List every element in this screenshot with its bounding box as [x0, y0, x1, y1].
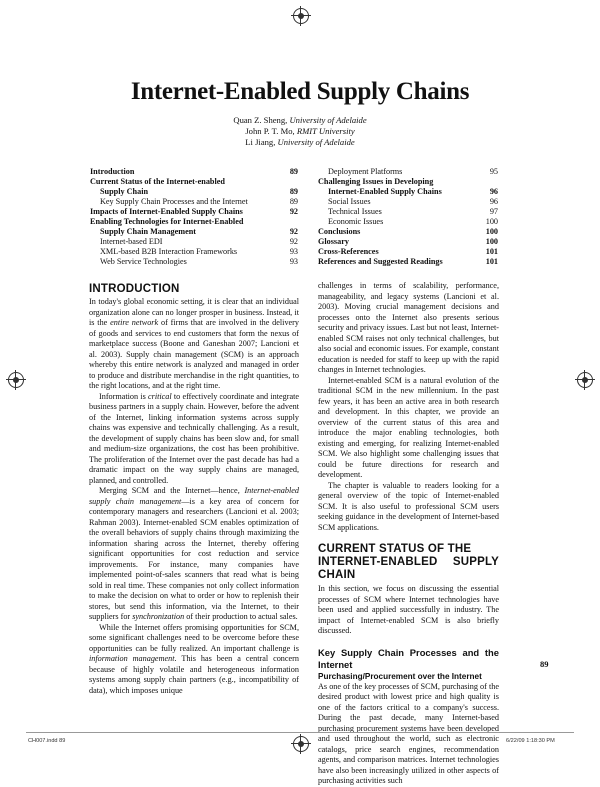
paragraph: While the Internet offers promising opportunities for SCM, some significant challenges need to be overcome before these opportunities can be fully realized. An important challenge is information management. This has been a central concern because of highly volatile and heterogeneous information systems among supply chain partners (e.g., incompatibility of data), which imposes unique	[89, 622, 299, 695]
toc-entry[interactable]: Technical Issues 97	[328, 207, 498, 216]
registration-mark-left	[8, 372, 24, 388]
toc-entry[interactable]: Internet-based EDI 92	[100, 237, 298, 246]
author-line: Li Jiang, University of Adelaide	[245, 137, 355, 147]
paragraph: The chapter is valuable to readers looking for a general overview of the topic of Internet-enabled SCM. It is also useful to professional SCM users seeking guidance in the development of Internet-based SCM applications.	[318, 480, 499, 532]
subsection-heading-key-processes: Key Supply Chain Processes and the Internet	[318, 646, 499, 670]
heading-line: INTERNET-ENABLED SUPPLY CHAIN	[318, 556, 499, 581]
toc-right	[318, 167, 498, 267]
registration-mark-bottom	[293, 736, 309, 752]
toc-entry[interactable]: Impacts of Internet-Enabled Supply Chains 92	[90, 207, 298, 216]
toc-entry[interactable]: Supply Chain 89	[100, 187, 298, 196]
registration-mark-top	[293, 8, 309, 24]
author-line: John P. T. Mo, RMIT University	[245, 126, 355, 136]
toc-entry[interactable]: XML-based B2B Interaction Frameworks 93	[100, 247, 298, 256]
page-number: 89	[540, 659, 549, 669]
author-list	[0, 115, 600, 148]
toc-entry[interactable]: Current Status of the Internet-enabled	[90, 177, 225, 186]
paragraph: Information is critical to effectively coordinate and integrate business partners in a supply chain. However, before the advent of the Internet, linking information systems across supply chains was expensive and technically challenging. As a result, the development of supply chains has been slow and, for small and medium-size organizations, the cost has been prohibitive. The proliferation of the Internet over the past decade has had a dramatic impact on the way supply chains are managed, planned, and controlled.	[89, 391, 299, 485]
toc-entry[interactable]: Enabling Technologies for Internet-Enabled	[90, 217, 244, 226]
toc-left	[90, 167, 298, 267]
paragraph: Merging SCM and the Internet—hence, Internet-enabled supply chain management—is a key area of concern for contemporary managers and researchers (Lancioni et al. 2003; Rahman 2003). Internet-enabled SCM enables optimization of the overall behaviors of supply chains through maximizing the information sharing across the Internet, thereby offering significant opportunities for cost reduction and service improvements. For instance, many companies have implemented point-of-sales scanners that read what is being sold in real time. These companies not only collect information to make the decision on what to order or how to replenish their stores, but send this information, via the Internet, to their suppliers for synchronization of their production to actual sales.	[89, 486, 300, 621]
heading-line: CURRENT STATUS OF THE	[318, 543, 472, 555]
right-column	[318, 281, 499, 787]
author-line: Quan Z. Sheng, University of Adelaide	[233, 115, 367, 125]
left-column	[89, 283, 299, 696]
toc-entry[interactable]: Supply Chain Management 92	[100, 227, 298, 236]
paragraph: challenges in terms of scalability, performance, manageability, and legacy systems (Lancioni et al. 2003). Moving crucial management decisions and processes onto the Internet also presents serious security and privacy issues. Last but not least, Internet-enabled SCM raises not only technical challenges, but also social and economic issues. For example, constant education is needed for staff to keep up with the rapid changes in Internet technologies.	[318, 281, 499, 374]
toc-entry[interactable]: Conclusions 100	[318, 227, 498, 236]
print-slug-left: CH007.indd 89	[28, 738, 66, 744]
toc-entry[interactable]: Social Issues 96	[328, 197, 498, 206]
toc-entry[interactable]: Glossary 100	[318, 237, 498, 246]
section-heading-current-status	[318, 543, 499, 582]
registration-mark-right	[577, 372, 593, 388]
print-slug-right: 6/22/09 1:18:30 PM	[506, 738, 555, 744]
toc-entry[interactable]: Challenging Issues in Developing	[318, 177, 434, 186]
paragraph: Internet-enabled SCM is a natural evolution of the traditional SCM in the new millennium. In the past few years, it has been an active area in both research and development. In this chapter, we provide an overview of the current status of this area and introduce the major enabling technologies, both existing and emerging, for realizing Internet-enabled SCM. We also highlight some challenging issues that could be future directions for research and development.	[318, 375, 499, 479]
toc-entry[interactable]: Introduction 89	[90, 167, 298, 176]
paragraph: In this section, we focus on discussing the essential processes of SCM where Internet technologies have been used and applied successfully in industry. The impact of Internet-enabled SCM is also briefly discussed.	[318, 584, 499, 635]
footer-rule	[26, 732, 574, 733]
toc-entry[interactable]: Web Service Technologies 93	[100, 257, 298, 266]
section-heading-introduction: INTRODUCTION	[89, 283, 180, 295]
toc-entry[interactable]: Key Supply Chain Processes and the Internet 89	[100, 197, 298, 206]
subsubsection-heading-purchasing: Purchasing/Procurement over the Internet	[318, 671, 482, 681]
paragraph: As one of the key processes of SCM, purchasing of the desired product with lowest price and high quality is one of the factors critical to a company's success. During the past decade, many Internet-based purchasing procurement systems have been developed and used throughout the world, such as electronic catalogs, price search engines, recommendation agents, and comparison matrices. Internet technologies have also been increasingly utilized in other aspects of purchasing activities such	[318, 681, 499, 785]
toc-entry[interactable]: Internet-Enabled Supply Chains 96	[328, 187, 498, 196]
toc-entry[interactable]: Cross-References 101	[318, 247, 498, 256]
toc-entry[interactable]: References and Suggested Readings 101	[318, 257, 498, 266]
toc-entry[interactable]: Economic Issues 100	[328, 217, 498, 226]
chapter-title: Internet-Enabled Supply Chains	[130, 78, 470, 105]
paragraph: In today's global economic setting, it is clear that an individual organization alone can no longer prosper in business. Instead, it is the entire network of firms that are involved in the delivery of goods and services to end customers that form the nexus of marketplace success (Boone and Ganeshan 2007; Lancioni et al. 2003). Supply chain management (SCM) is an approach whereby this entire network is analyzed and managed in order to produce and distribute merchandise in the right quantities, to the right locations, and at the right time.	[89, 297, 300, 390]
toc-entry[interactable]: Deployment Platforms 95	[328, 167, 498, 176]
